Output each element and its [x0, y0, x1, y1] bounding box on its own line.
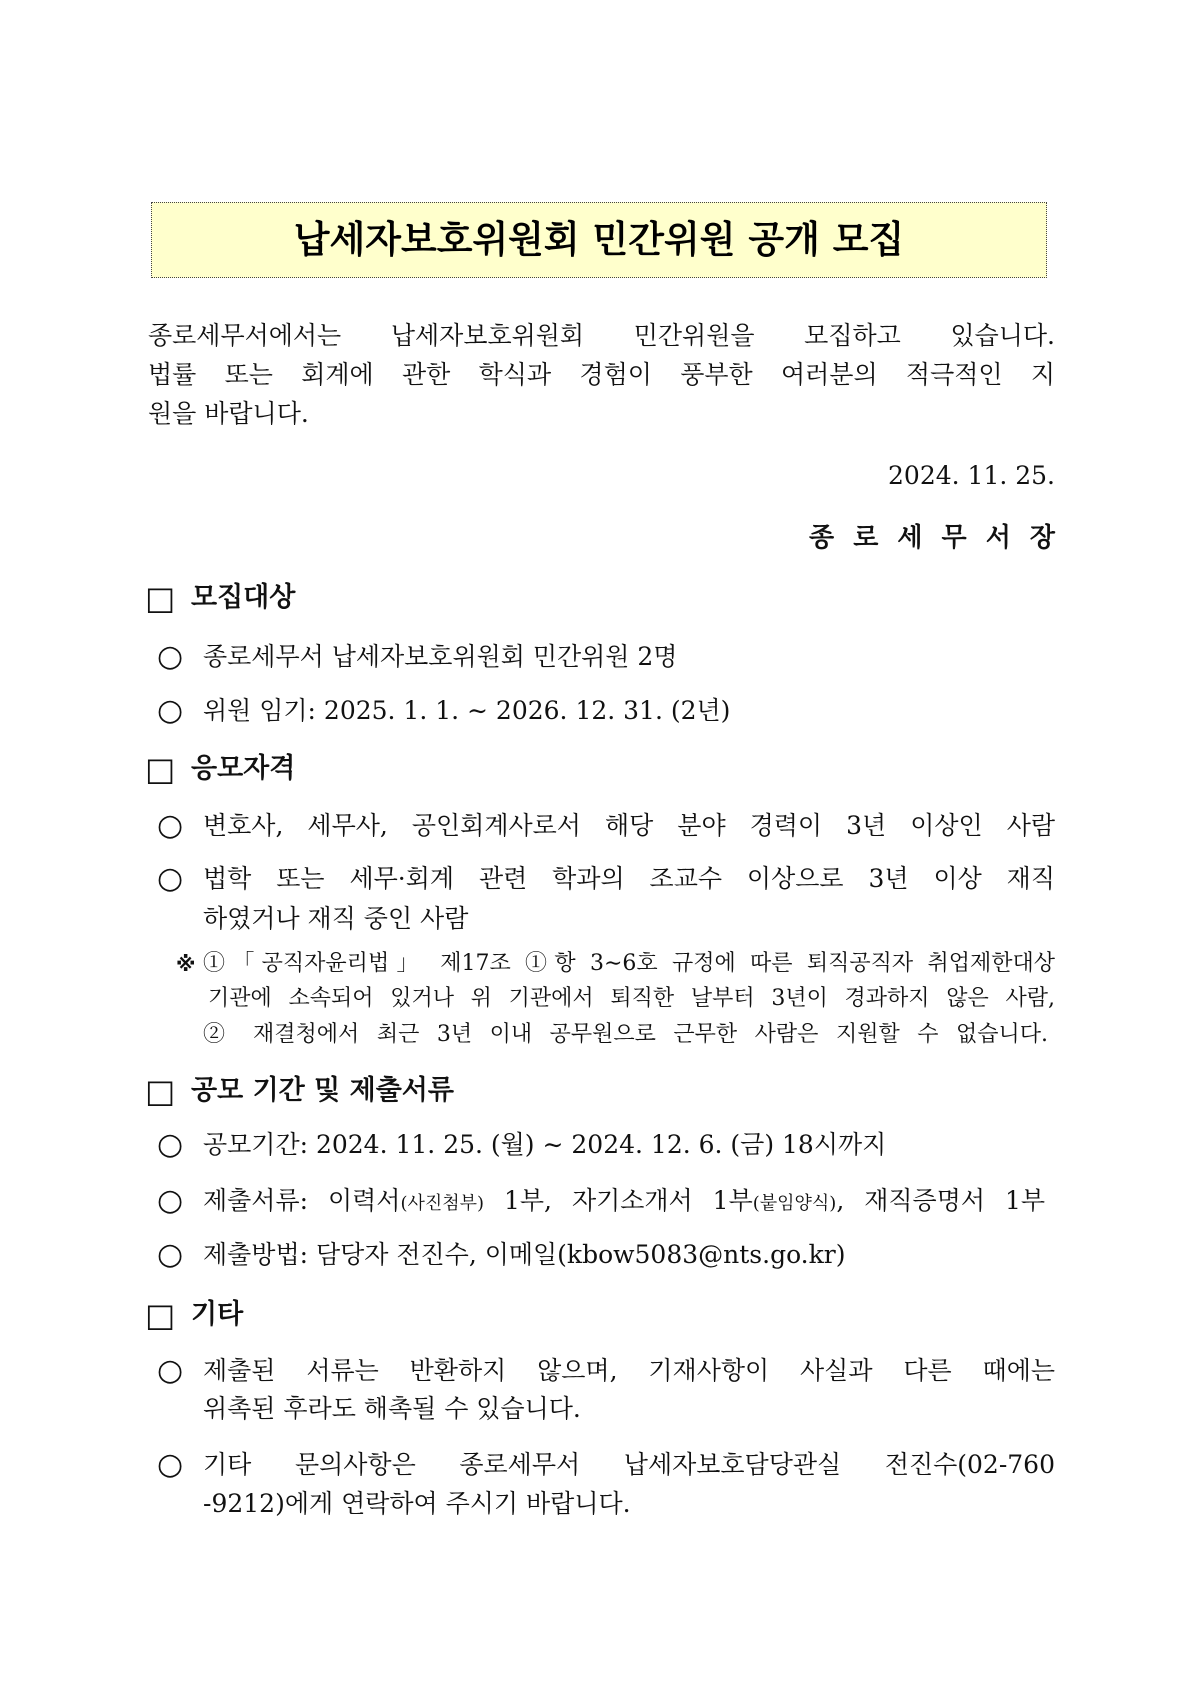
list-item — [203, 1183, 1045, 1219]
item-text: 제출서류: 이력서 — [203, 1186, 401, 1215]
item-bullet-circle-icon: ○ — [157, 808, 184, 843]
section-bullet-square-icon: □ — [145, 1296, 176, 1334]
title-box — [151, 202, 1047, 278]
section-bullet-square-icon: □ — [145, 1072, 176, 1110]
note-line: 기관에 소속되어 있거나 위 기관에서 퇴직한 날부터 3년이 경과하지 않은 사람, — [208, 986, 1055, 1011]
list-item: 종로세무서 납세자보호위원회 민간위원 2명 — [203, 642, 678, 671]
item-text: 1부, 자기소개서 1부 — [484, 1186, 753, 1215]
intro-line: 종로세무서에서는 납세자보호위원회 민간위원을 모집하고 있습니다. — [148, 321, 1055, 350]
list-item-continuation: 하였거나 재직 중인 사람 — [203, 904, 469, 933]
item-bullet-circle-icon: ○ — [157, 1237, 184, 1272]
section-heading-text: 모집대상 — [191, 582, 296, 613]
list-item: 제출된 서류는 반환하지 않으며, 기재사항이 사실과 다른 때에는 — [203, 1356, 1055, 1385]
list-item: 법학 또는 세무·회계 관련 학과의 조교수 이상으로 3년 이상 재직 — [203, 864, 1055, 893]
item-bullet-circle-icon: ○ — [157, 693, 184, 728]
intro-line: 원을 바랍니다. — [148, 399, 309, 428]
item-subnote: (붙임양식) — [752, 1193, 837, 1214]
issuer: 종 로 세 무 서 장 — [809, 523, 1060, 553]
section-bullet-square-icon: □ — [145, 750, 176, 788]
section-heading-text: 공모 기간 및 제출서류 — [191, 1075, 454, 1106]
list-item: 공모기간: 2024. 11. 25. (월) ∼ 2024. 12. 6. (금) 18시까지 — [203, 1130, 887, 1159]
item-bullet-circle-icon: ○ — [157, 1127, 184, 1162]
reference-mark-icon: ※ — [176, 952, 196, 976]
section-heading-text: 응모자격 — [191, 753, 296, 784]
item-bullet-circle-icon: ○ — [157, 1183, 184, 1218]
list-item: 기타 문의사항은 종로세무서 납세자보호담당관실 전진수(02-760 — [203, 1450, 1055, 1479]
item-bullet-circle-icon: ○ — [157, 1353, 184, 1388]
item-subnote: (사진첨부) — [400, 1193, 485, 1214]
document-title: 납세자보호위원회 민간위원 공개 모집 — [293, 218, 905, 261]
item-bullet-circle-icon: ○ — [157, 1447, 184, 1482]
item-text: , 재직증명서 1부 — [836, 1186, 1046, 1215]
item-bullet-circle-icon: ○ — [157, 639, 184, 674]
intro-line: 법률 또는 회계에 관한 학식과 경험이 풍부한 여러분의 적극적인 지 — [148, 360, 1055, 389]
section-heading-text: 기타 — [191, 1299, 244, 1330]
list-item: 위원 임기: 2025. 1. 1. ∼ 2026. 12. 31. (2년) — [203, 696, 731, 725]
section-bullet-square-icon: □ — [145, 579, 176, 617]
section-heading-recruitment-target — [0, 580, 1190, 616]
section-heading-qualifications — [0, 751, 1190, 787]
list-item: 변호사, 세무사, 공인회계사로서 해당 분야 경력이 3년 이상인 사람 — [203, 811, 1055, 840]
list-item-continuation: 위촉된 후라도 해촉될 수 있습니다. — [203, 1394, 581, 1423]
list-item-continuation: -9212)에게 연락하여 주시기 바랍니다. — [203, 1489, 631, 1518]
section-heading-period-and-documents — [0, 1073, 1190, 1109]
list-item: 제출방법: 담당자 전진수, 이메일(kbow5083@nts.go.kr) — [203, 1240, 846, 1269]
announcement-date: 2024. 11. 25. — [888, 461, 1055, 490]
item-bullet-circle-icon: ○ — [157, 861, 184, 896]
note-line: ② 재결청에서 최근 3년 이내 공무원으로 근무한 사람은 지원할 수 없습니다. — [203, 1022, 1048, 1047]
section-heading-other — [0, 1297, 1190, 1333]
note-line: ①「공직자윤리법」 제17조 ①항 3∼6호 규정에 따른 퇴직공직자 취업제한대상 — [203, 951, 1055, 976]
